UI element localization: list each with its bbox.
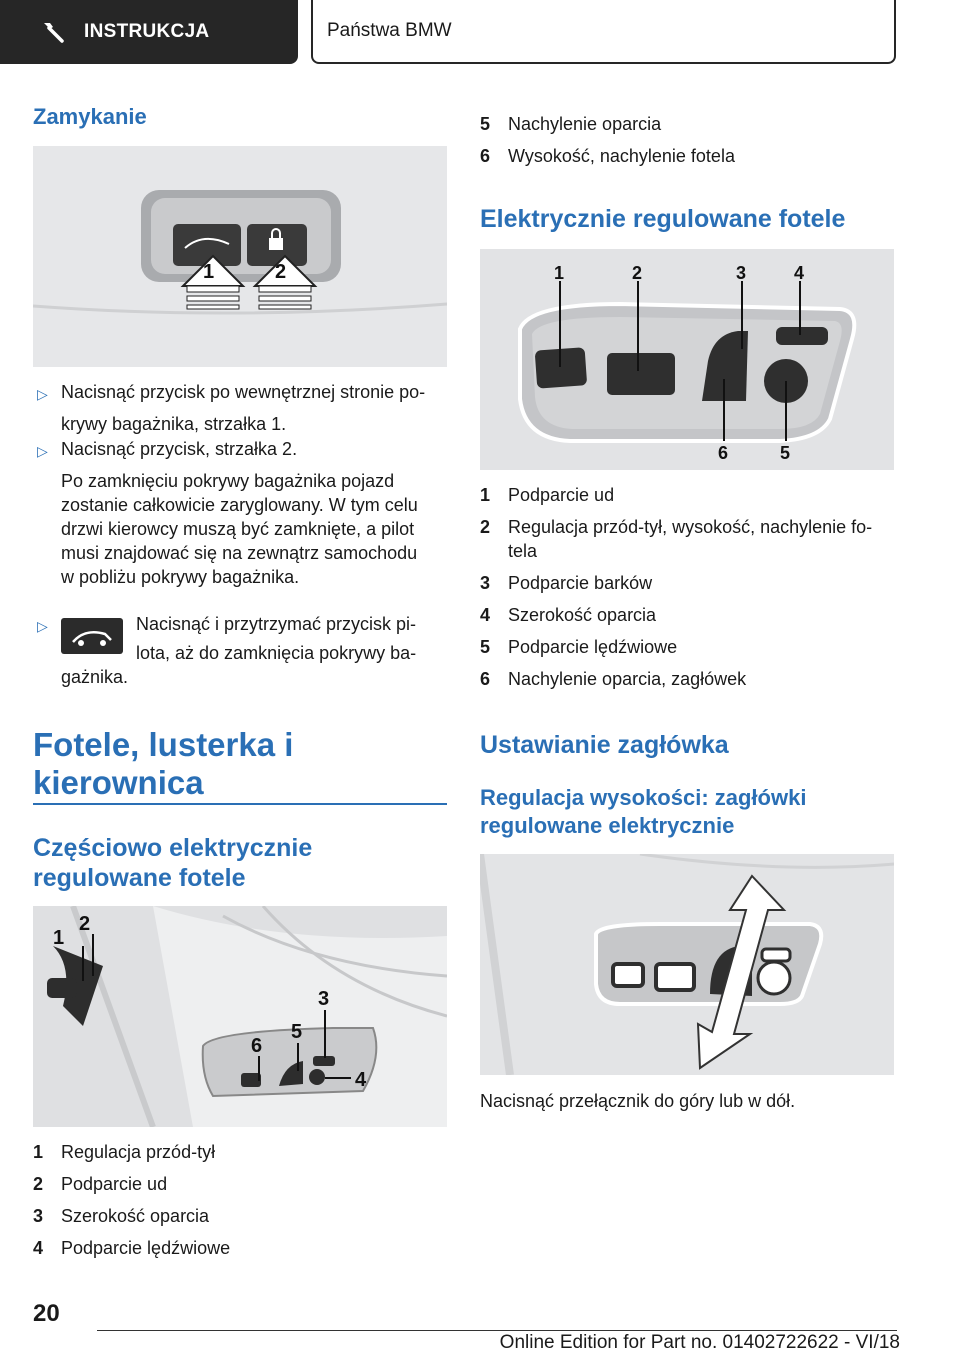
figure2-callout-3: 3 — [318, 988, 330, 1010]
figure2-callout-4: 4 — [355, 1069, 367, 1091]
figure-headrest-switch — [480, 854, 894, 1075]
list-item: 6 Wysokość, nachylenie fotela — [480, 146, 735, 166]
figure3-callout-2: 2 — [632, 263, 643, 283]
figure3-callout-6: 6 — [718, 443, 729, 463]
bullet-1-line1: Nacisnąć przycisk po wewnętrznej stronie po- — [61, 382, 426, 402]
figure1-callout-2: 2 — [275, 261, 287, 283]
subheading-partial-line1: Częściowo elektrycznie — [33, 834, 313, 862]
heading-electric-seats: Elektrycznie regulowane fotele — [480, 205, 846, 233]
bullet-1-line2: krywy bagażnika, strzałka 1. — [61, 414, 287, 434]
figure3-callout-3: 3 — [736, 263, 747, 283]
figure-trunk-buttons — [33, 146, 447, 367]
list-item: 3 Podparcie barków — [480, 573, 653, 593]
headrest-caption: Nacisnąć przełącznik do góry lub w dół. — [480, 1091, 796, 1111]
figure2-callout-5: 5 — [291, 1021, 303, 1043]
section-tab-label: Państwa BMW — [327, 20, 452, 41]
paragraph-line: musi znajdować się na zewnątrz samochodu — [61, 543, 418, 563]
chapter-title-line2: kierownica — [33, 764, 204, 801]
figure1-callout-1: 1 — [203, 261, 215, 283]
chapter-title-line1: Fotele, lusterka i — [33, 726, 294, 763]
list-item: 6 Nachylenie oparcia, zagłówek — [480, 669, 747, 689]
figure3-callout-4: 4 — [794, 263, 805, 283]
bullet-triangle-icon: ▷ — [37, 443, 48, 459]
heading-headrest: Ustawianie zagłówka — [480, 731, 729, 759]
manual-tab[interactable] — [0, 0, 298, 64]
subheading-headrest-line2: regulowane elektrycznie — [480, 813, 735, 838]
manual-tab-label: INSTRUKCJA — [84, 21, 210, 42]
paragraph-line: Po zamknięciu pokrywy bagażnika pojazd — [61, 471, 395, 491]
figure3-callout-5: 5 — [780, 443, 791, 463]
paragraph-line: drzwi kierowcy muszą być zamknięte, a pilot — [61, 519, 415, 539]
list-item: 3 Szerokość oparcia — [33, 1206, 210, 1226]
figure-electric-seat-controls — [480, 249, 894, 470]
paragraph-line: w pobliżu pokrywy bagażnika. — [61, 567, 300, 587]
figure2-callout-6: 6 — [251, 1035, 263, 1057]
chapter-rule — [33, 803, 447, 805]
remote-trunk-button-icon — [61, 618, 123, 654]
figure2-callout-2: 2 — [79, 913, 91, 935]
list-item: 1 Regulacja przód-tył — [33, 1142, 216, 1162]
page-number: 20 — [33, 1300, 60, 1327]
list-item: 1 Podparcie ud — [480, 485, 615, 505]
bullet-2: Nacisnąć przycisk, strzałka 2. — [61, 439, 298, 459]
bullet-3 — [136, 612, 451, 665]
subheading-partial — [33, 833, 453, 893]
bullet-triangle-icon: ▷ — [37, 386, 48, 402]
list-item: 2 Regulacja przód-tył, wysokość, nachylenie fo-tela — [480, 517, 873, 561]
section-tab[interactable] — [311, 0, 896, 64]
bullet-1 — [61, 380, 451, 436]
subheading-partial-line2: regulowane fotele — [33, 864, 246, 892]
partial-seat-legend — [33, 1140, 453, 1268]
list-item: 5 Podparcie lędźwiowe — [480, 637, 678, 657]
closing-paragraph — [61, 469, 451, 589]
list-item: 4 Szerokość oparcia — [480, 605, 657, 625]
footer-rule — [97, 1330, 897, 1331]
partial-seat-legend-continued — [480, 112, 900, 176]
wrench-icon — [40, 19, 66, 45]
paragraph-line: zostanie całkowicie zaryglowany. W tym celu — [61, 495, 418, 515]
subheading-headrest-height — [480, 784, 900, 840]
electric-seat-legend — [480, 483, 900, 699]
bullet-3-line3: gażnika. — [61, 667, 129, 687]
figure2-callout-1: 1 — [53, 927, 65, 949]
list-item: 5 Nachylenie oparcia — [480, 114, 662, 134]
figure3-callout-1: 1 — [554, 263, 565, 283]
list-item: 4 Podparcie lędźwiowe — [33, 1238, 231, 1258]
figure-partial-seat — [33, 906, 447, 1127]
subheading-headrest-line1: Regulacja wysokości: zagłówki — [480, 785, 807, 810]
heading-zamykanie: Zamykanie — [33, 104, 147, 129]
bullet-triangle-icon: ▷ — [37, 618, 48, 634]
chapter-title — [33, 726, 453, 802]
footer-edition: Online Edition for Part no. 01402722622 - VI/18 — [499, 1332, 900, 1353]
bullet-3-line1: Nacisnąć i przytrzymać przycisk pi- — [136, 614, 417, 634]
bullet-3-line2: lota, aż do zamknięcia pokrywy ba- — [136, 643, 417, 663]
list-item: 2 Podparcie ud — [33, 1174, 168, 1194]
